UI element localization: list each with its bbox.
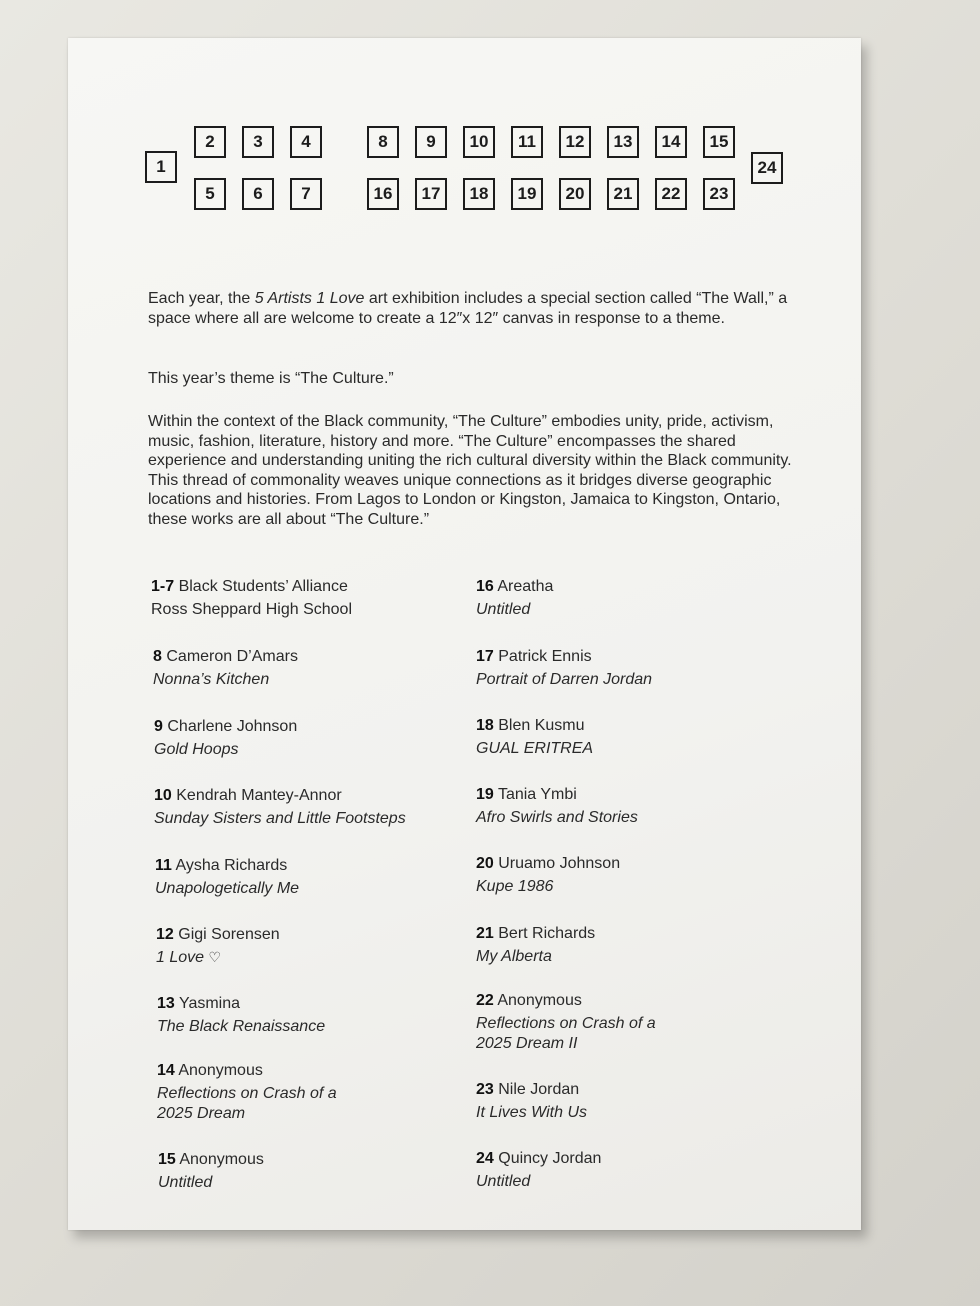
entry-14: [157, 1061, 337, 1124]
artwork-title: Afro Swirls and Stories: [476, 809, 638, 826]
culture-description: Within the context of the Black community, “The Culture” embodies unity, pride, activism, music, fashion, literature, history and more. “The Culture” encompasses the shared experience and understanding uniting the rich cultural diversity within the Black community. This thread of commonality weaves unique connections as it bridges diverse geographic locations and histories. From Lagos to London or Kingston, Jamaica to Kingston, Ontario, these works are all about “The Culture.”: [148, 413, 792, 528]
artwork-title: Reflections on Crash of a: [157, 1085, 337, 1102]
artist-name: Nile Jordan: [498, 1081, 580, 1098]
entry-10: [154, 784, 406, 830]
entry-number: 23: [476, 1081, 494, 1098]
entry-number: 22: [476, 992, 494, 1009]
entry-23: [476, 1078, 587, 1124]
entry-11: [155, 854, 299, 900]
heart-icon: ♡: [208, 949, 222, 965]
box-5: 5: [194, 178, 226, 210]
box-22: 22: [655, 178, 687, 210]
box-18: 18: [463, 178, 495, 210]
intro-paragraph-1: [148, 289, 788, 328]
entry-19: [476, 783, 638, 829]
artist-name: Anonymous: [497, 992, 582, 1009]
artwork-title: Sunday Sisters and Little Footsteps: [154, 810, 406, 827]
box-9: 9: [415, 126, 447, 158]
box-1: 1: [145, 151, 177, 183]
exhibition-name: 5 Artists 1 Love: [254, 290, 365, 307]
box-3: 3: [242, 126, 274, 158]
entry-number: 11: [155, 857, 172, 874]
entry-15: [158, 1148, 264, 1194]
box-24: 24: [751, 152, 783, 184]
entry-22: [476, 991, 656, 1054]
artist-name: Uruamo Johnson: [498, 855, 621, 872]
box-15: 15: [703, 126, 735, 158]
box-21: 21: [607, 178, 639, 210]
box-8: 8: [367, 126, 399, 158]
artist-name: Gigi Sorensen: [178, 926, 280, 943]
box-16: 16: [367, 178, 399, 210]
artwork-title: Gold Hoops: [154, 741, 239, 758]
intro-text-b: art exhibition includes a special section called “The Wall,” a space where all are welcome to create a 12″x 12″ canvas in response to a theme.: [148, 290, 788, 327]
artwork-title: 1 Love: [156, 949, 205, 966]
artwork-title: Untitled: [476, 1173, 531, 1190]
box-6: 6: [242, 178, 274, 210]
artist-name: Bert Richards: [498, 925, 596, 942]
artist-name: Tania Ymbi: [497, 786, 577, 803]
artwork-title: Ross Sheppard High School: [151, 601, 353, 618]
artwork-title-line-2: 2025 Dream: [157, 1105, 246, 1122]
entry-18: [476, 714, 593, 760]
artist-name: Areatha: [497, 578, 554, 595]
artist-name: Anonymous: [179, 1151, 264, 1168]
artist-name: Black Students’ Alliance: [178, 578, 348, 595]
artwork-title-line: [156, 946, 280, 969]
artwork-title: My Alberta: [476, 948, 552, 965]
artist-name: Quincy Jordan: [498, 1150, 602, 1167]
artist-name: Patrick Ennis: [498, 648, 592, 665]
artwork-title: Kupe 1986: [476, 878, 554, 895]
artist-name: Cameron D’Amars: [166, 648, 298, 665]
exhibition-label-card: [68, 38, 861, 1230]
entry-number: 19: [476, 786, 494, 803]
artwork-title: Unapologetically Me: [155, 880, 300, 897]
box-10: 10: [463, 126, 495, 158]
entry-17: [476, 645, 652, 691]
artwork-title: Nonna’s Kitchen: [153, 671, 270, 688]
artist-name: Anonymous: [178, 1062, 263, 1079]
entry-number: 16: [476, 578, 494, 595]
entry-number: 10: [154, 787, 172, 804]
entry-8: [153, 645, 298, 691]
intro-paragraph-3: [148, 412, 798, 529]
entry-12: [156, 923, 280, 969]
artwork-title: Untitled: [476, 601, 531, 618]
entry-number: 13: [157, 995, 175, 1012]
entry-number: 8: [153, 648, 162, 665]
artist-name: Blen Kusmu: [498, 717, 585, 734]
intro-text-a: Each year, the: [148, 290, 255, 307]
box-19: 19: [511, 178, 543, 210]
entry-21: [476, 922, 595, 968]
entry-number: 24: [476, 1150, 494, 1167]
theme-statement: This year’s theme is “The Culture.”: [148, 370, 394, 387]
entry-number: 9: [154, 718, 163, 735]
entry-20: [476, 852, 620, 898]
artwork-title: It Lives With Us: [476, 1104, 587, 1121]
entry-number: 1-7: [151, 578, 175, 595]
artwork-title: GUAL ERITREA: [476, 740, 594, 757]
entry-9: [154, 715, 297, 761]
artwork-title: The Black Renaissance: [157, 1018, 326, 1035]
artist-name: Yasmina: [178, 995, 241, 1012]
box-14: 14: [655, 126, 687, 158]
box-20: 20: [559, 178, 591, 210]
entry-number: 14: [157, 1062, 175, 1079]
box-17: 17: [415, 178, 447, 210]
entry-number: 21: [476, 925, 494, 942]
artwork-title: Untitled: [158, 1174, 213, 1191]
intro-paragraph-2: [148, 369, 788, 389]
box-12: 12: [559, 126, 591, 158]
box-2: 2: [194, 126, 226, 158]
artist-name: Charlene Johnson: [167, 718, 298, 735]
entry-number: 18: [476, 717, 494, 734]
box-23: 23: [703, 178, 735, 210]
entry-13: [157, 992, 325, 1038]
entry-16: [476, 575, 553, 621]
entry-1-7: [151, 575, 352, 621]
box-4: 4: [290, 126, 322, 158]
entry-number: 17: [476, 648, 494, 665]
artwork-title: Portrait of Darren Jordan: [476, 671, 653, 688]
entry-number: 20: [476, 855, 494, 872]
entry-24: [476, 1147, 601, 1193]
entry-number: 12: [156, 926, 174, 943]
artwork-title: Reflections on Crash of a: [476, 1015, 656, 1032]
box-13: 13: [607, 126, 639, 158]
box-11: 11: [511, 126, 543, 158]
box-7: 7: [290, 178, 322, 210]
artist-name: Aysha Richards: [175, 857, 288, 874]
artist-name: Kendrah Mantey-Annor: [176, 787, 342, 804]
artwork-title-line-2: 2025 Dream II: [476, 1035, 578, 1052]
entry-number: 15: [158, 1151, 176, 1168]
